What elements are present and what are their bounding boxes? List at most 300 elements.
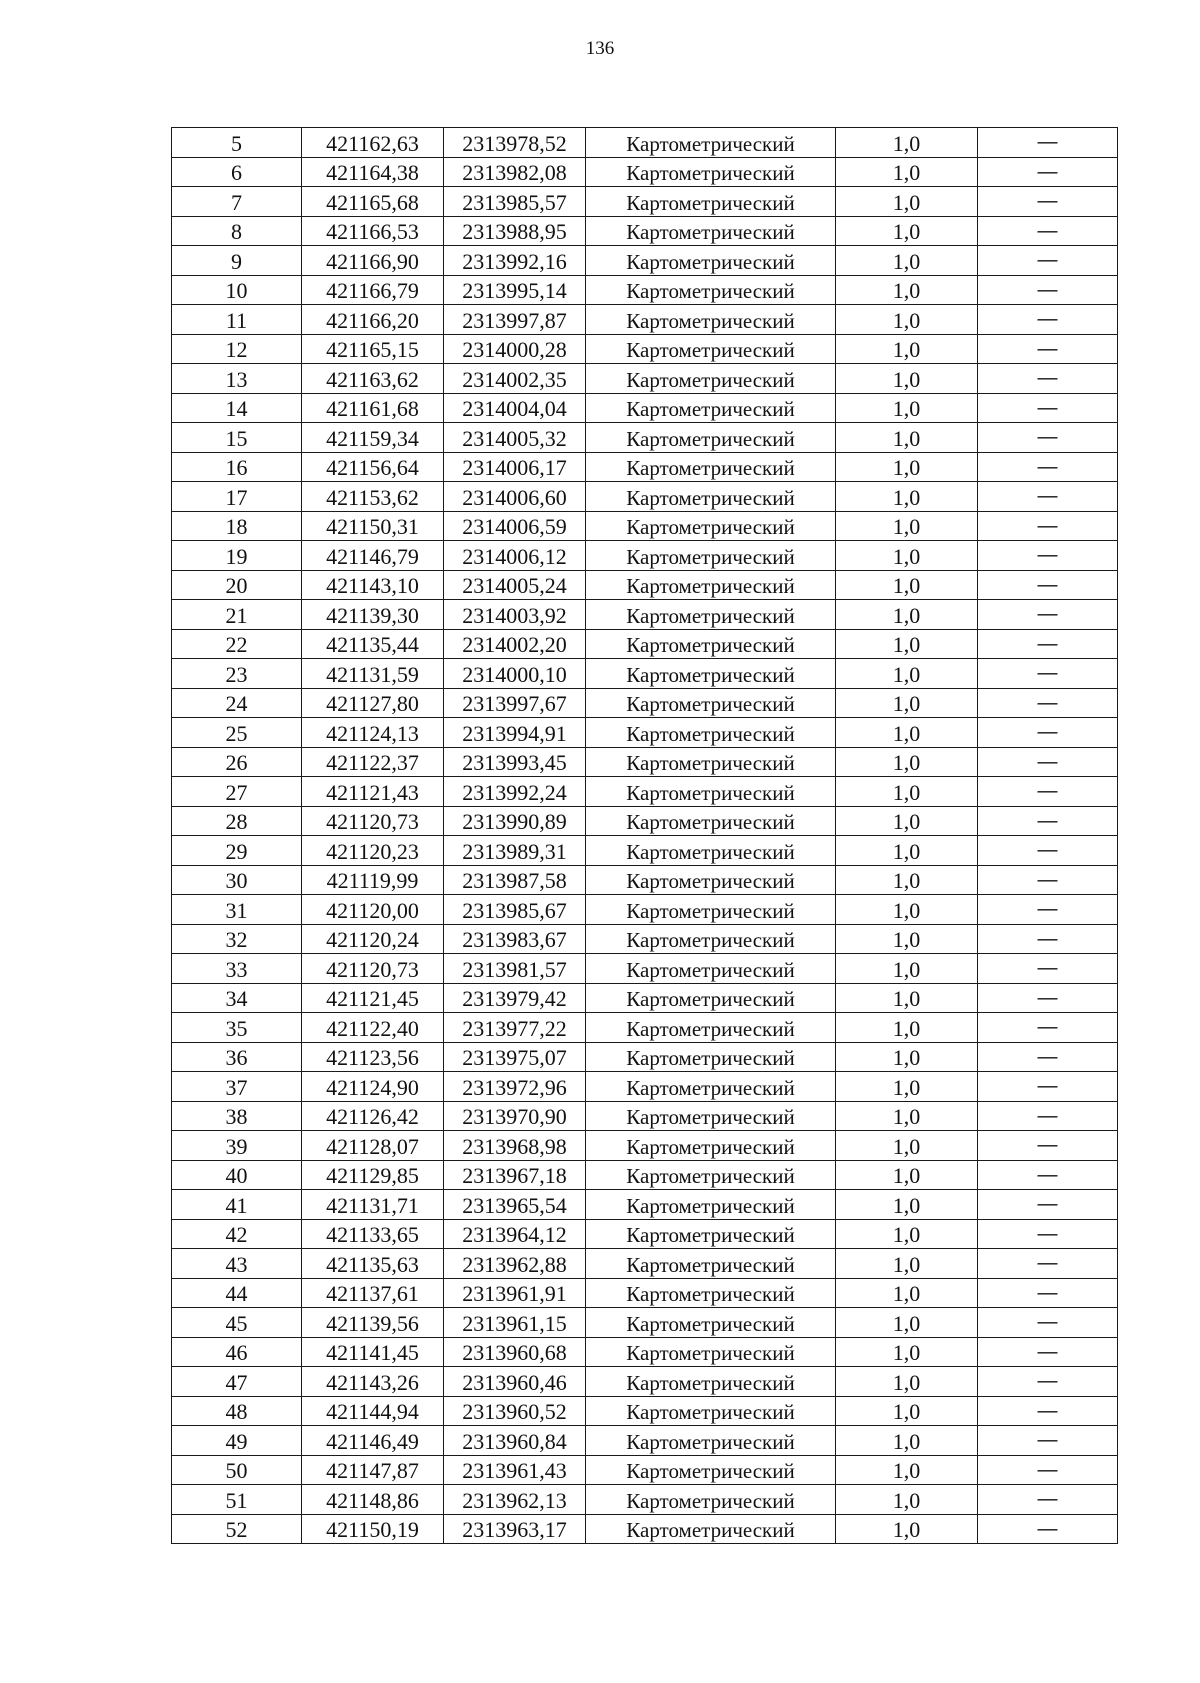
x-coordinate-cell: 421166,90 [302,246,444,276]
accuracy-cell: 1,0 [836,1514,978,1544]
method-cell: Картометрический [586,334,836,364]
accuracy-cell: 1,0 [836,777,978,807]
table-row [172,806,1118,836]
y-coordinate-cell: 2313961,15 [444,1308,586,1338]
method-cell: Картометрический [586,1219,836,1249]
note-cell: — [978,364,1118,394]
x-coordinate-cell: 421159,34 [302,423,444,453]
table-row [172,1485,1118,1515]
x-coordinate-cell: 421120,00 [302,895,444,925]
note-cell: — [978,275,1118,305]
method-cell: Картометрический [586,275,836,305]
table-row [172,954,1118,984]
point-number-cell: 12 [172,334,302,364]
x-coordinate-cell: 421128,07 [302,1131,444,1161]
note-cell: — [978,1249,1118,1279]
point-number-cell: 34 [172,983,302,1013]
y-coordinate-cell: 2313997,67 [444,688,586,718]
note-cell: — [978,983,1118,1013]
table-row [172,1455,1118,1485]
point-number-cell: 25 [172,718,302,748]
note-cell: — [978,246,1118,276]
method-cell: Картометрический [586,836,836,866]
method-cell: Картометрический [586,1013,836,1043]
table-row [172,1042,1118,1072]
note-cell: — [978,629,1118,659]
point-number-cell: 18 [172,511,302,541]
note-cell: — [978,452,1118,482]
accuracy-cell: 1,0 [836,806,978,836]
accuracy-cell: 1,0 [836,452,978,482]
x-coordinate-cell: 421165,68 [302,187,444,217]
x-coordinate-cell: 421141,45 [302,1337,444,1367]
point-number-cell: 40 [172,1160,302,1190]
point-number-cell: 48 [172,1396,302,1426]
note-cell: — [978,1367,1118,1397]
point-number-cell: 52 [172,1514,302,1544]
table-row [172,1396,1118,1426]
y-coordinate-cell: 2313960,46 [444,1367,586,1397]
point-number-cell: 9 [172,246,302,276]
x-coordinate-cell: 421162,63 [302,128,444,158]
method-cell: Картометрический [586,423,836,453]
point-number-cell: 21 [172,600,302,630]
y-coordinate-cell: 2313961,91 [444,1278,586,1308]
method-cell: Картометрический [586,511,836,541]
accuracy-cell: 1,0 [836,1337,978,1367]
note-cell: — [978,1396,1118,1426]
coordinates-table-body [172,128,1118,1544]
y-coordinate-cell: 2313994,91 [444,718,586,748]
y-coordinate-cell: 2313995,14 [444,275,586,305]
y-coordinate-cell: 2313981,57 [444,954,586,984]
point-number-cell: 14 [172,393,302,423]
method-cell: Картометрический [586,1455,836,1485]
x-coordinate-cell: 421133,65 [302,1219,444,1249]
point-number-cell: 22 [172,629,302,659]
x-coordinate-cell: 421131,71 [302,1190,444,1220]
accuracy-cell: 1,0 [836,1308,978,1338]
method-cell: Картометрический [586,452,836,482]
table-row [172,983,1118,1013]
note-cell: — [978,777,1118,807]
note-cell: — [978,393,1118,423]
accuracy-cell: 1,0 [836,895,978,925]
table-row [172,393,1118,423]
y-coordinate-cell: 2314006,17 [444,452,586,482]
y-coordinate-cell: 2313960,84 [444,1426,586,1456]
point-number-cell: 26 [172,747,302,777]
table-row [172,924,1118,954]
x-coordinate-cell: 421139,56 [302,1308,444,1338]
x-coordinate-cell: 421143,26 [302,1367,444,1397]
table-row [172,718,1118,748]
point-number-cell: 11 [172,305,302,335]
point-number-cell: 35 [172,1013,302,1043]
accuracy-cell: 1,0 [836,511,978,541]
table-row [172,157,1118,187]
table-row [172,364,1118,394]
table-row [172,1337,1118,1367]
x-coordinate-cell: 421120,24 [302,924,444,954]
method-cell: Картометрический [586,1485,836,1515]
method-cell: Картометрический [586,1101,836,1131]
point-number-cell: 50 [172,1455,302,1485]
x-coordinate-cell: 421153,62 [302,482,444,512]
y-coordinate-cell: 2314000,28 [444,334,586,364]
point-number-cell: 39 [172,1131,302,1161]
y-coordinate-cell: 2313972,96 [444,1072,586,1102]
accuracy-cell: 1,0 [836,364,978,394]
method-cell: Картометрический [586,1308,836,1338]
note-cell: — [978,334,1118,364]
note-cell: — [978,954,1118,984]
y-coordinate-cell: 2314002,20 [444,629,586,659]
note-cell: — [978,187,1118,217]
method-cell: Картометрический [586,187,836,217]
y-coordinate-cell: 2313987,58 [444,865,586,895]
method-cell: Картометрический [586,600,836,630]
point-number-cell: 15 [172,423,302,453]
table-row [172,629,1118,659]
table-row [172,187,1118,217]
note-cell: — [978,1219,1118,1249]
method-cell: Картометрический [586,629,836,659]
accuracy-cell: 1,0 [836,570,978,600]
table-row [172,659,1118,689]
method-cell: Картометрический [586,1042,836,1072]
note-cell: — [978,128,1118,158]
y-coordinate-cell: 2313988,95 [444,216,586,246]
accuracy-cell: 1,0 [836,1219,978,1249]
table-row [172,895,1118,925]
note-cell: — [978,1485,1118,1515]
accuracy-cell: 1,0 [836,718,978,748]
accuracy-cell: 1,0 [836,541,978,571]
table-row [172,541,1118,571]
method-cell: Картометрический [586,777,836,807]
point-number-cell: 19 [172,541,302,571]
table-row [172,1013,1118,1043]
y-coordinate-cell: 2313960,68 [444,1337,586,1367]
x-coordinate-cell: 421135,63 [302,1249,444,1279]
page-number: 136 [585,38,615,59]
y-coordinate-cell: 2313979,42 [444,983,586,1013]
x-coordinate-cell: 421166,79 [302,275,444,305]
note-cell: — [978,216,1118,246]
method-cell: Картометрический [586,718,836,748]
point-number-cell: 29 [172,836,302,866]
method-cell: Картометрический [586,659,836,689]
point-number-cell: 27 [172,777,302,807]
accuracy-cell: 1,0 [836,1426,978,1456]
coordinates-table [171,127,1118,1544]
point-number-cell: 33 [172,954,302,984]
accuracy-cell: 1,0 [836,1131,978,1161]
note-cell: — [978,541,1118,571]
x-coordinate-cell: 421165,15 [302,334,444,364]
note-cell: — [978,865,1118,895]
point-number-cell: 47 [172,1367,302,1397]
accuracy-cell: 1,0 [836,482,978,512]
y-coordinate-cell: 2314006,12 [444,541,586,571]
method-cell: Картометрический [586,924,836,954]
note-cell: — [978,688,1118,718]
accuracy-cell: 1,0 [836,128,978,158]
point-number-cell: 44 [172,1278,302,1308]
y-coordinate-cell: 2313982,08 [444,157,586,187]
method-cell: Картометрический [586,806,836,836]
note-cell: — [978,1131,1118,1161]
y-coordinate-cell: 2313962,13 [444,1485,586,1515]
y-coordinate-cell: 2314000,10 [444,659,586,689]
x-coordinate-cell: 421137,61 [302,1278,444,1308]
y-coordinate-cell: 2313962,88 [444,1249,586,1279]
table-row [172,1308,1118,1338]
accuracy-cell: 1,0 [836,305,978,335]
y-coordinate-cell: 2313975,07 [444,1042,586,1072]
table-row [172,1249,1118,1279]
method-cell: Картометрический [586,983,836,1013]
note-cell: — [978,1042,1118,1072]
x-coordinate-cell: 421120,73 [302,806,444,836]
method-cell: Картометрический [586,128,836,158]
table-row [172,1367,1118,1397]
table-row [172,482,1118,512]
point-number-cell: 8 [172,216,302,246]
y-coordinate-cell: 2313967,18 [444,1160,586,1190]
x-coordinate-cell: 421148,86 [302,1485,444,1515]
note-cell: — [978,895,1118,925]
point-number-cell: 51 [172,1485,302,1515]
method-cell: Картометрический [586,1396,836,1426]
x-coordinate-cell: 421150,19 [302,1514,444,1544]
x-coordinate-cell: 421124,13 [302,718,444,748]
point-number-cell: 17 [172,482,302,512]
note-cell: — [978,482,1118,512]
x-coordinate-cell: 421129,85 [302,1160,444,1190]
x-coordinate-cell: 421161,68 [302,393,444,423]
accuracy-cell: 1,0 [836,1101,978,1131]
accuracy-cell: 1,0 [836,334,978,364]
method-cell: Картометрический [586,216,836,246]
accuracy-cell: 1,0 [836,924,978,954]
method-cell: Картометрический [586,1337,836,1367]
x-coordinate-cell: 421147,87 [302,1455,444,1485]
point-number-cell: 36 [172,1042,302,1072]
x-coordinate-cell: 421143,10 [302,570,444,600]
method-cell: Картометрический [586,541,836,571]
x-coordinate-cell: 421150,31 [302,511,444,541]
point-number-cell: 13 [172,364,302,394]
method-cell: Картометрический [586,1190,836,1220]
accuracy-cell: 1,0 [836,157,978,187]
point-number-cell: 24 [172,688,302,718]
method-cell: Картометрический [586,895,836,925]
x-coordinate-cell: 421146,49 [302,1426,444,1456]
method-cell: Картометрический [586,1367,836,1397]
point-number-cell: 31 [172,895,302,925]
accuracy-cell: 1,0 [836,1190,978,1220]
y-coordinate-cell: 2314005,32 [444,423,586,453]
accuracy-cell: 1,0 [836,1278,978,1308]
point-number-cell: 20 [172,570,302,600]
note-cell: — [978,157,1118,187]
y-coordinate-cell: 2313964,12 [444,1219,586,1249]
point-number-cell: 46 [172,1337,302,1367]
x-coordinate-cell: 421166,20 [302,305,444,335]
x-coordinate-cell: 421120,73 [302,954,444,984]
y-coordinate-cell: 2313970,90 [444,1101,586,1131]
method-cell: Картометрический [586,865,836,895]
accuracy-cell: 1,0 [836,187,978,217]
table-row [172,423,1118,453]
table-row [172,452,1118,482]
note-cell: — [978,924,1118,954]
method-cell: Картометрический [586,393,836,423]
method-cell: Картометрический [586,1072,836,1102]
accuracy-cell: 1,0 [836,1396,978,1426]
y-coordinate-cell: 2314006,59 [444,511,586,541]
method-cell: Картометрический [586,246,836,276]
table-row [172,1131,1118,1161]
x-coordinate-cell: 421121,45 [302,983,444,1013]
table-row [172,334,1118,364]
y-coordinate-cell: 2314004,04 [444,393,586,423]
note-cell: — [978,1013,1118,1043]
point-number-cell: 32 [172,924,302,954]
table-row [172,1160,1118,1190]
accuracy-cell: 1,0 [836,747,978,777]
point-number-cell: 30 [172,865,302,895]
note-cell: — [978,836,1118,866]
note-cell: — [978,806,1118,836]
point-number-cell: 37 [172,1072,302,1102]
accuracy-cell: 1,0 [836,275,978,305]
note-cell: — [978,718,1118,748]
table-row [172,1190,1118,1220]
table-row [172,747,1118,777]
point-number-cell: 41 [172,1190,302,1220]
accuracy-cell: 1,0 [836,688,978,718]
x-coordinate-cell: 421124,90 [302,1072,444,1102]
accuracy-cell: 1,0 [836,954,978,984]
accuracy-cell: 1,0 [836,629,978,659]
y-coordinate-cell: 2313983,67 [444,924,586,954]
y-coordinate-cell: 2314006,60 [444,482,586,512]
accuracy-cell: 1,0 [836,1249,978,1279]
y-coordinate-cell: 2313985,67 [444,895,586,925]
y-coordinate-cell: 2313993,45 [444,747,586,777]
x-coordinate-cell: 421166,53 [302,216,444,246]
x-coordinate-cell: 421127,80 [302,688,444,718]
table-row [172,1514,1118,1544]
accuracy-cell: 1,0 [836,246,978,276]
method-cell: Картометрический [586,1426,836,1456]
accuracy-cell: 1,0 [836,1042,978,1072]
x-coordinate-cell: 421121,43 [302,777,444,807]
point-number-cell: 6 [172,157,302,187]
note-cell: — [978,1160,1118,1190]
accuracy-cell: 1,0 [836,1013,978,1043]
accuracy-cell: 1,0 [836,393,978,423]
point-number-cell: 45 [172,1308,302,1338]
y-coordinate-cell: 2314002,35 [444,364,586,394]
point-number-cell: 38 [172,1101,302,1131]
table-row [172,836,1118,866]
accuracy-cell: 1,0 [836,1455,978,1485]
note-cell: — [978,659,1118,689]
note-cell: — [978,1337,1118,1367]
table-row [172,511,1118,541]
y-coordinate-cell: 2313960,52 [444,1396,586,1426]
y-coordinate-cell: 2313985,57 [444,187,586,217]
point-number-cell: 43 [172,1249,302,1279]
x-coordinate-cell: 421120,23 [302,836,444,866]
x-coordinate-cell: 421163,62 [302,364,444,394]
note-cell: — [978,1514,1118,1544]
method-cell: Картометрический [586,1131,836,1161]
accuracy-cell: 1,0 [836,1072,978,1102]
table-row [172,1101,1118,1131]
method-cell: Картометрический [586,1160,836,1190]
note-cell: — [978,1426,1118,1456]
method-cell: Картометрический [586,570,836,600]
note-cell: — [978,1072,1118,1102]
method-cell: Картометрический [586,1514,836,1544]
x-coordinate-cell: 421126,42 [302,1101,444,1131]
x-coordinate-cell: 421119,99 [302,865,444,895]
y-coordinate-cell: 2313965,54 [444,1190,586,1220]
accuracy-cell: 1,0 [836,983,978,1013]
y-coordinate-cell: 2313990,89 [444,806,586,836]
table-row [172,865,1118,895]
table-row [172,1219,1118,1249]
y-coordinate-cell: 2313961,43 [444,1455,586,1485]
note-cell: — [978,511,1118,541]
method-cell: Картометрический [586,305,836,335]
accuracy-cell: 1,0 [836,423,978,453]
note-cell: — [978,1308,1118,1338]
point-number-cell: 16 [172,452,302,482]
accuracy-cell: 1,0 [836,865,978,895]
table-row [172,275,1118,305]
point-number-cell: 10 [172,275,302,305]
note-cell: — [978,1455,1118,1485]
y-coordinate-cell: 2313992,16 [444,246,586,276]
table-row [172,216,1118,246]
method-cell: Картометрический [586,1249,836,1279]
table-row [172,600,1118,630]
y-coordinate-cell: 2313963,17 [444,1514,586,1544]
accuracy-cell: 1,0 [836,1485,978,1515]
method-cell: Картометрический [586,954,836,984]
point-number-cell: 7 [172,187,302,217]
y-coordinate-cell: 2313977,22 [444,1013,586,1043]
y-coordinate-cell: 2313997,87 [444,305,586,335]
note-cell: — [978,1278,1118,1308]
x-coordinate-cell: 421131,59 [302,659,444,689]
method-cell: Картометрический [586,1278,836,1308]
method-cell: Картометрический [586,688,836,718]
y-coordinate-cell: 2313989,31 [444,836,586,866]
note-cell: — [978,1101,1118,1131]
y-coordinate-cell: 2313968,98 [444,1131,586,1161]
point-number-cell: 49 [172,1426,302,1456]
y-coordinate-cell: 2314003,92 [444,600,586,630]
note-cell: — [978,423,1118,453]
table-row [172,777,1118,807]
